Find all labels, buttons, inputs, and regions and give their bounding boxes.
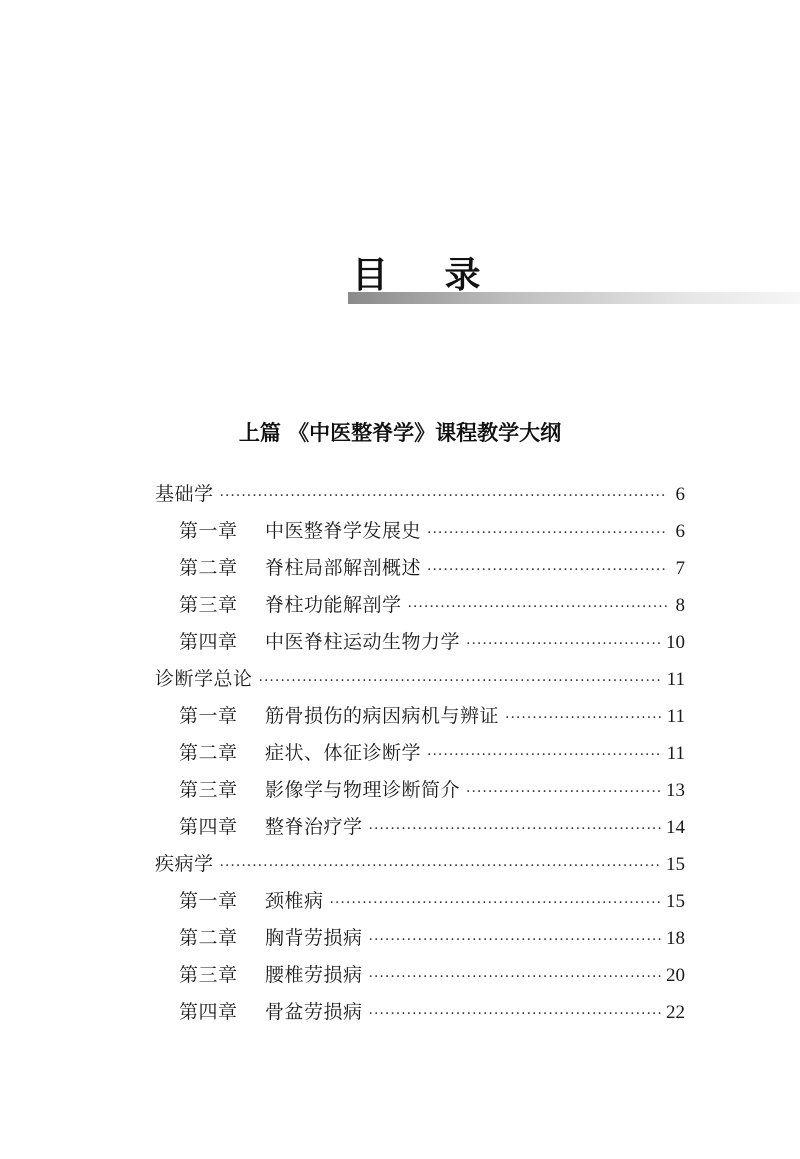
toc-chapter-entry[interactable]: [155, 994, 685, 1031]
toc-entry-label: 基础学: [155, 483, 214, 505]
table-of-contents: [155, 476, 685, 1031]
toc-page-number: 11: [666, 706, 685, 727]
toc-entry-text: [155, 661, 253, 698]
toc-entry-text: [179, 735, 421, 772]
toc-chapter-number: 第四章: [179, 631, 238, 653]
toc-page-number: 6: [675, 521, 685, 542]
toc-leader-dots: [369, 922, 662, 959]
toc-entry-label: 脊柱局部解剖概述: [265, 557, 422, 579]
toc-entry-label: 胸背劳损病: [265, 927, 363, 949]
toc-chapter-entry[interactable]: [155, 920, 685, 957]
toc-entry-text: [155, 846, 214, 883]
toc-chapter-entry[interactable]: [155, 513, 685, 550]
toc-leader-dots: [369, 996, 662, 1033]
toc-chapter-entry[interactable]: [155, 550, 685, 587]
toc-chapter-entry[interactable]: [155, 735, 685, 772]
contents-heading: [348, 252, 800, 308]
toc-leader-dots: [369, 811, 662, 848]
toc-chapter-number: 第一章: [179, 520, 238, 542]
toc-entry-text: [179, 587, 402, 624]
toc-entry-text: [179, 550, 421, 587]
toc-chapter-entry[interactable]: [155, 883, 685, 920]
toc-leader-dots: [408, 589, 667, 626]
toc-section-entry[interactable]: [155, 476, 685, 513]
toc-leader-dots: [220, 478, 667, 515]
toc-entry-text: [179, 994, 363, 1031]
toc-page-number: 14: [666, 817, 685, 838]
toc-entry-label: 骨盆劳损病: [265, 1001, 363, 1023]
toc-entry-text: [179, 883, 324, 920]
toc-leader-dots: [369, 959, 662, 996]
toc-entry-text: [155, 476, 214, 513]
toc-entry-text: [179, 920, 363, 957]
toc-entry-text: [179, 513, 421, 550]
toc-page-number: 11: [666, 743, 685, 764]
toc-chapter-number: 第二章: [179, 742, 238, 764]
toc-leader-dots: [330, 885, 662, 922]
toc-entry-label: 中医整脊学发展史: [265, 520, 422, 542]
toc-chapter-number: 第二章: [179, 927, 238, 949]
toc-chapter-number: 第四章: [179, 1001, 238, 1023]
toc-leader-dots: [427, 737, 663, 774]
toc-page-number: 11: [666, 669, 685, 690]
toc-chapter-number: 第三章: [179, 964, 238, 986]
toc-entry-label: 脊柱功能解剖学: [265, 594, 402, 616]
toc-chapter-number: 第三章: [179, 594, 238, 616]
toc-section-entry[interactable]: [155, 661, 685, 698]
toc-entry-label: 疾病学: [155, 853, 214, 875]
toc-chapter-number: 第三章: [179, 779, 238, 801]
toc-entry-label: 中医脊柱运动生物力学: [265, 631, 461, 653]
toc-page-number: 6: [675, 484, 685, 505]
toc-entry-label: 影像学与物理诊断简介: [265, 779, 461, 801]
toc-page-number: 20: [666, 965, 685, 986]
toc-leader-dots: [259, 663, 663, 700]
toc-page-number: 15: [666, 854, 685, 875]
toc-entry-text: [179, 698, 499, 735]
part-title: 上篇 《中医整脊学》课程教学大纲: [238, 421, 562, 445]
toc-entry-label: 腰椎劳损病: [265, 964, 363, 986]
toc-entry-label: 诊断学总论: [155, 668, 253, 690]
toc-entry-label: 症状、体征诊断学: [265, 742, 422, 764]
toc-entry-text: [179, 809, 363, 846]
toc-page-number: 7: [675, 558, 685, 579]
toc-chapter-entry[interactable]: [155, 772, 685, 809]
toc-chapter-number: 第一章: [179, 705, 238, 727]
toc-page-number: 15: [666, 891, 685, 912]
toc-entry-label: 整脊治疗学: [265, 816, 363, 838]
toc-chapter-number: 第二章: [179, 557, 238, 579]
toc-chapter-entry[interactable]: [155, 624, 685, 661]
toc-chapter-entry[interactable]: [155, 698, 685, 735]
toc-chapter-entry[interactable]: [155, 809, 685, 846]
toc-leader-dots: [466, 774, 662, 811]
toc-leader-dots: [427, 515, 667, 552]
toc-entry-label: 颈椎病: [265, 890, 324, 912]
toc-leader-dots: [427, 552, 667, 589]
toc-entry-label: 筋骨损伤的病因病机与辨证: [265, 705, 500, 727]
toc-chapter-entry[interactable]: [155, 587, 685, 624]
toc-section-entry[interactable]: [155, 846, 685, 883]
toc-leader-dots: [505, 700, 663, 737]
toc-page-number: 18: [666, 928, 685, 949]
toc-entry-text: [179, 624, 460, 661]
toc-page-number: 13: [666, 780, 685, 801]
toc-chapter-number: 第四章: [179, 816, 238, 838]
toc-leader-dots: [466, 626, 662, 663]
page-title: 目 录: [352, 255, 503, 296]
toc-page-number: 22: [666, 1002, 685, 1023]
toc-page-number: 8: [675, 595, 685, 616]
toc-chapter-entry[interactable]: [155, 957, 685, 994]
toc-page-number: 10: [666, 632, 685, 653]
toc-leader-dots: [220, 848, 662, 885]
toc-entry-text: [179, 957, 363, 994]
toc-chapter-number: 第一章: [179, 890, 238, 912]
toc-entry-text: [179, 772, 460, 809]
